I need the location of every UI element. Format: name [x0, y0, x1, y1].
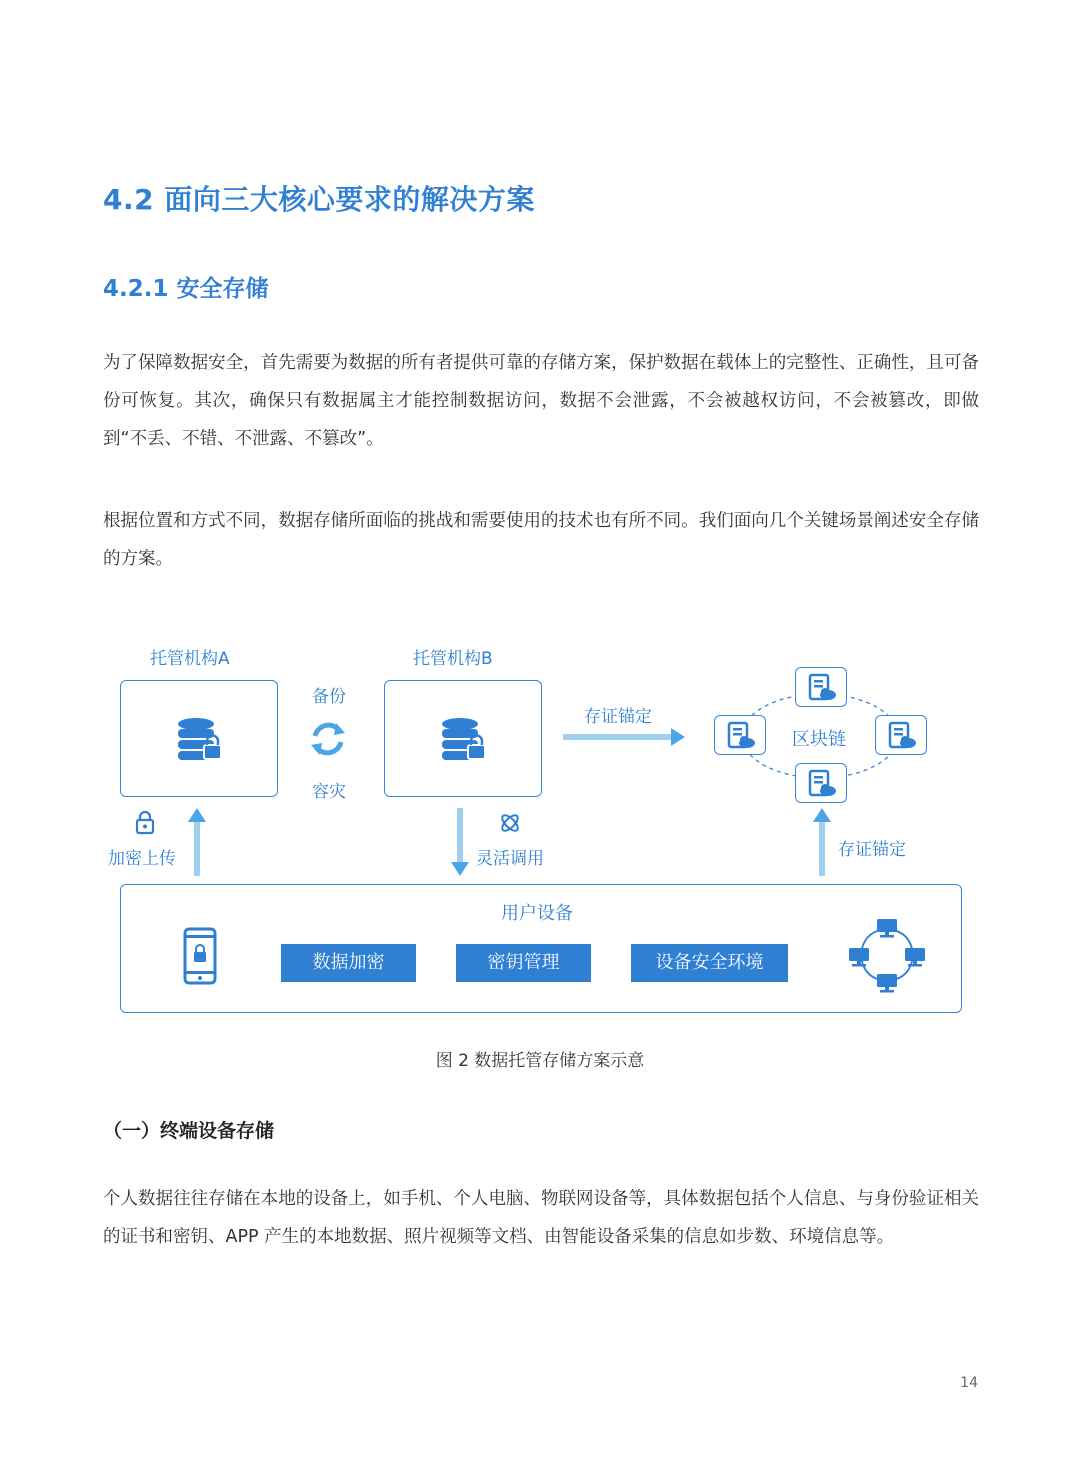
- encrypt-upload-label: 加密上传: [108, 849, 176, 869]
- server-cloud-icon: [889, 722, 917, 750]
- flexible-call-label: 灵活调用: [476, 849, 544, 869]
- arrow-up-icon: [812, 808, 832, 876]
- anchor-top-label: 存证锚定: [584, 707, 652, 727]
- data-encryption-button: 数据加密: [281, 944, 416, 982]
- sync-icon: [307, 718, 349, 760]
- custodian-a-label: 托管机构A: [150, 649, 230, 669]
- subsection-heading: 4.2.1 安全存储: [103, 276, 269, 302]
- server-node-right: [875, 715, 927, 755]
- arrow-right-icon: [563, 727, 687, 747]
- disaster-recovery-label: 容灾: [312, 782, 346, 802]
- user-device-label: 用户设备: [501, 903, 573, 924]
- server-cloud-icon: [809, 770, 837, 798]
- lock-icon: [135, 810, 155, 834]
- custodian-b-box: [384, 680, 542, 797]
- blockchain-label: 区块链: [792, 729, 846, 750]
- server-cloud-icon: [809, 674, 837, 702]
- server-node-left: [714, 715, 766, 755]
- user-device-box: [120, 884, 962, 1013]
- paragraph-intro: 为了保障数据安全，首先需要为数据的所有者提供可靠的存储方案，保护数据在载体上的完整性、正确性，且可备份可恢复。其次，确保只有数据属主才能控制数据访问，数据不会泄露，不会被越权访问，不会被篡改，即做到“不丢、不错、不泄露、不篡改”。: [103, 353, 979, 449]
- server-node-top: [795, 667, 847, 707]
- section-heading: 4.2 面向三大核心要求的解决方案: [103, 183, 535, 216]
- network-icon: [847, 917, 927, 993]
- figure-caption: 图 2 数据托管存储方案示意: [435, 1051, 645, 1071]
- anchor-right-label: 存证锚定: [838, 840, 906, 860]
- database-lock-icon: [440, 717, 490, 763]
- paragraph-terminal-storage: 个人数据往往存储在本地的设备上，如手机、个人电脑、物联网设备等，具体数据包括个人信息、与身份验证相关的证书和密钥、APP 产生的本地数据、照片视频等文档、由智能设备采集的信息如步数、环境信息等。: [103, 1189, 979, 1247]
- server-node-bottom: [795, 763, 847, 803]
- server-cloud-icon: [728, 722, 756, 750]
- custodian-b-label: 托管机构B: [413, 649, 493, 669]
- blockchain-ring: [740, 686, 900, 786]
- database-lock-icon: [176, 717, 226, 763]
- phone-lock-icon: [183, 927, 217, 985]
- atom-icon: [498, 811, 522, 835]
- page-number: 14: [960, 1375, 978, 1391]
- custodian-a-box: [120, 680, 278, 797]
- key-management-button: 密钥管理: [456, 944, 591, 982]
- arrow-down-icon: [450, 808, 470, 876]
- backup-label: 备份: [312, 687, 346, 707]
- device-security-env-button: 设备安全环境: [631, 944, 788, 982]
- paragraph-scenarios: 根据位置和方式不同，数据存储所面临的挑战和需要使用的技术也有所不同。我们面向几个关键场景阐述安全存储的方案。: [103, 511, 979, 569]
- terminal-storage-heading: （一）终端设备存储: [103, 1120, 275, 1142]
- arrow-up-icon: [187, 808, 207, 876]
